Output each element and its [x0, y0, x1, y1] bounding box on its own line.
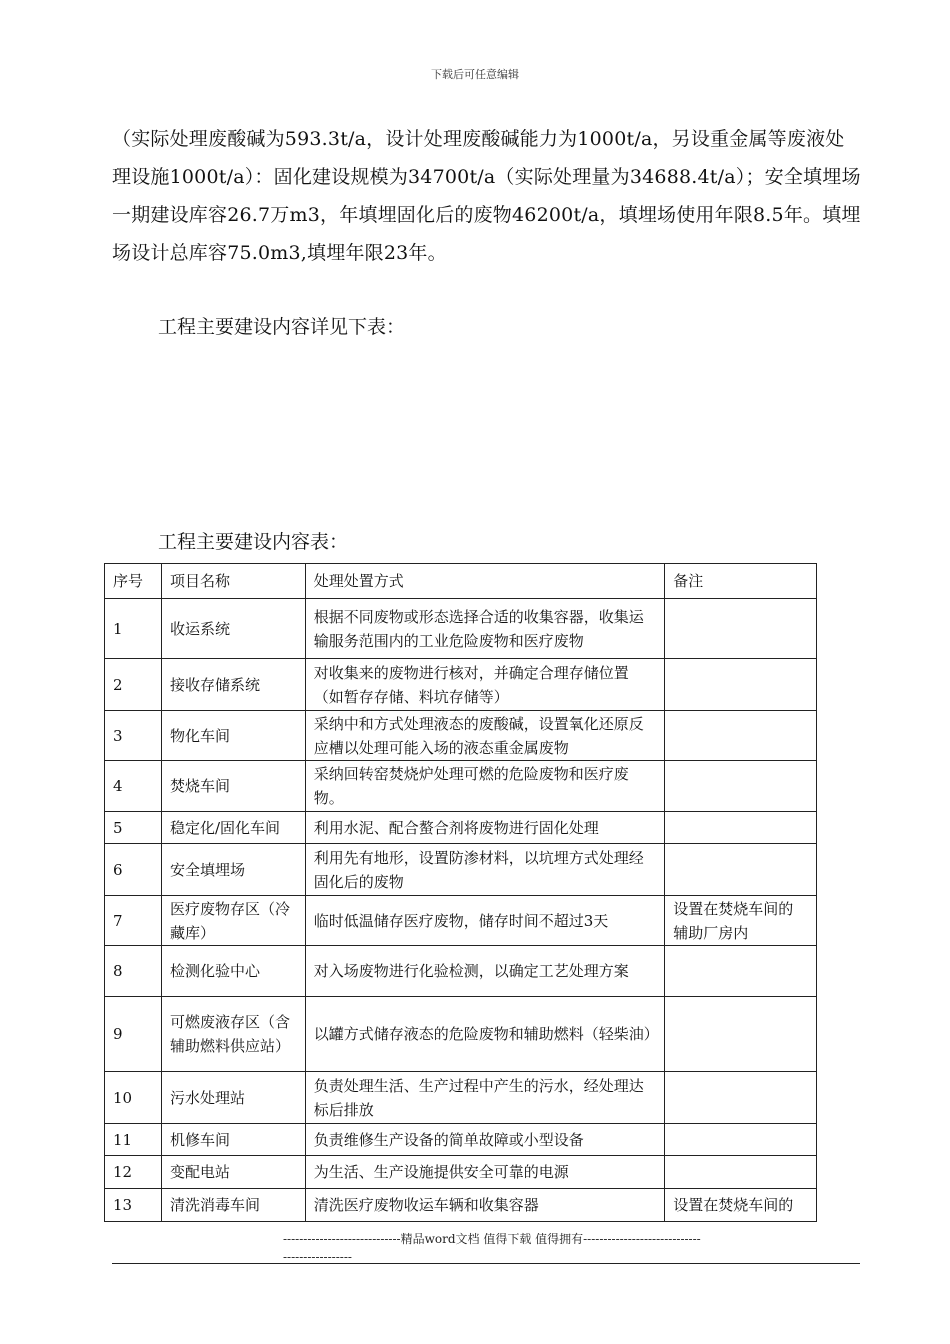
row-name: 安全填埋场: [161, 844, 305, 896]
row-method: 利用先有地形，设置防渗材料，以坑埋方式处理经固化后的废物: [305, 844, 664, 896]
row-name: 清洗消毒车间: [161, 1189, 305, 1222]
table-row: [105, 812, 817, 844]
construction-content-table: [104, 563, 817, 1222]
row-method: 根据不同废物或形态选择合适的收集容器，收集运输服务范围内的工业危险废物和医疗废物: [305, 599, 664, 659]
table-row: [105, 599, 817, 659]
row-note: [665, 1156, 817, 1189]
row-method: 临时低温储存医疗废物，储存时间不超过3天: [305, 896, 664, 946]
body-paragraph: （实际处理废酸碱为593.3t/a，设计处理废酸碱能力为1000t/a，另设重金属等废液处理设施1000t/a）：固化建设规模为34700t/a（实际处理量为34688.4t/a）；安全填埋场一期建设库容26.7万m3，年填埋固化后的废物46200t/a，填埋场使用年限8.5年。填埋场设计总库容75.0m3,填埋年限23年。: [112, 128, 861, 264]
row-no: 5: [105, 812, 162, 844]
row-no: 11: [105, 1124, 162, 1156]
table-row: [105, 1156, 817, 1189]
row-note: [665, 1124, 817, 1156]
row-note: [665, 659, 817, 711]
table-row: [105, 997, 817, 1072]
row-name: 检测化验中心: [161, 946, 305, 997]
header-note: 备注: [665, 564, 817, 599]
header-method: 处理处置方式: [305, 564, 664, 599]
row-method: 清洗医疗废物收运车辆和收集容器: [305, 1189, 664, 1222]
row-no: 10: [105, 1072, 162, 1124]
row-name: 稳定化/固化车间: [161, 812, 305, 844]
table-intro-line: 工程主要建设内容详见下表：: [158, 316, 406, 338]
row-method: 对收集来的废物进行核对，并确定合理存储位置（如暂存存储、料坑存储等）: [305, 659, 664, 711]
row-note: 设置在焚烧车间的: [665, 1189, 817, 1222]
row-no: 8: [105, 946, 162, 997]
header-no: 序号: [105, 564, 162, 599]
row-no: 12: [105, 1156, 162, 1189]
row-note: [665, 997, 817, 1072]
row-no: 6: [105, 844, 162, 896]
row-method: 以罐方式储存液态的危险废物和辅助燃料（轻柴油）: [305, 997, 664, 1072]
footer-text: -----------------------------精品word文档 值得下载 值得拥有----------------------------------------------: [283, 1232, 701, 1264]
row-no: 9: [105, 997, 162, 1072]
row-name: 焚烧车间: [161, 761, 305, 812]
row-name: 医疗废物存区（冷藏库）: [161, 896, 305, 946]
row-note: 设置在焚烧车间的辅助厂房内: [665, 896, 817, 946]
row-method: 对入场废物进行化验检测，以确定工艺处理方案: [305, 946, 664, 997]
row-name: 机修车间: [161, 1124, 305, 1156]
header-name: 项目名称: [161, 564, 305, 599]
row-no: 3: [105, 711, 162, 761]
row-no: 1: [105, 599, 162, 659]
row-note: [665, 711, 817, 761]
row-method: 负责维修生产设备的简单故障或小型设备: [305, 1124, 664, 1156]
row-note: [665, 599, 817, 659]
row-method: 采纳回转窑焚烧炉处理可燃的危险废物和医疗废物。: [305, 761, 664, 812]
row-no: 13: [105, 1189, 162, 1222]
row-no: 4: [105, 761, 162, 812]
row-name: 物化车间: [161, 711, 305, 761]
table-row: [105, 896, 817, 946]
row-no: 7: [105, 896, 162, 946]
table-row: [105, 761, 817, 812]
table-row: [105, 659, 817, 711]
table-row: [105, 1189, 817, 1222]
table-row: [105, 1072, 817, 1124]
table-row: [105, 946, 817, 997]
footer-divider: [112, 1263, 860, 1264]
row-method: 利用水泥、配合螯合剂将废物进行固化处理: [305, 812, 664, 844]
row-no: 2: [105, 659, 162, 711]
table-header-row: [105, 564, 817, 599]
table-title: 工程主要建设内容表：: [158, 531, 349, 553]
row-name: 收运系统: [161, 599, 305, 659]
row-note: [665, 946, 817, 997]
row-note: [665, 844, 817, 896]
row-note: [665, 1072, 817, 1124]
row-method: 负责处理生活、生产过程中产生的污水，经处理达标后排放: [305, 1072, 664, 1124]
row-name: 变配电站: [161, 1156, 305, 1189]
table-row: [105, 711, 817, 761]
row-method: 采纳中和方式处理液态的废酸碱，设置氧化还原反应槽以处理可能入场的液态重金属废物: [305, 711, 664, 761]
row-name: 可燃废液存区（含辅助燃料供应站）: [161, 997, 305, 1072]
table-row: [105, 1124, 817, 1156]
table-row: [105, 844, 817, 896]
row-method: 为生活、生产设施提供安全可靠的电源: [305, 1156, 664, 1189]
row-note: [665, 761, 817, 812]
row-name: 接收存储系统: [161, 659, 305, 711]
row-note: [665, 812, 817, 844]
page-header-note: 下载后可任意编辑: [431, 68, 519, 81]
row-name: 污水处理站: [161, 1072, 305, 1124]
